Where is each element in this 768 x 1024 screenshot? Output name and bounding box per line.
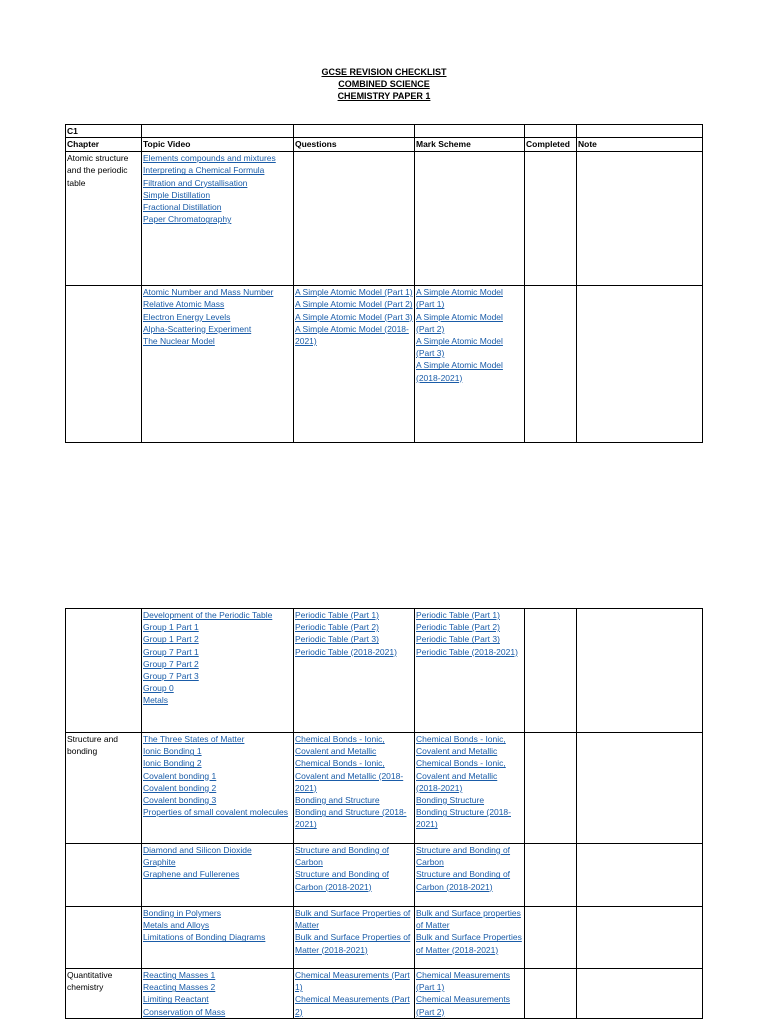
topic-video-cell [142, 286, 294, 443]
topic-video-cell [142, 152, 294, 286]
topic-video-link[interactable]: Reacting Masses 1 [143, 970, 216, 980]
questions-cell [294, 286, 415, 443]
mark-scheme-cell [415, 286, 525, 443]
topic-video-link[interactable]: The Three States of Matter [143, 734, 245, 744]
mark-scheme-cell [415, 969, 525, 1019]
table-row [66, 286, 703, 443]
note-cell[interactable] [577, 907, 703, 969]
topic-video-link[interactable]: Graphite [143, 857, 176, 868]
topic-video-cell [142, 907, 294, 969]
mark-scheme-link[interactable]: Periodic Table (Part 2) [416, 622, 500, 633]
mark-scheme-link[interactable]: Structure and Bonding of Carbon (2018-2021) [416, 869, 511, 892]
questions-link[interactable]: Periodic Table (Part 3) [295, 634, 379, 645]
chapter-name: Quantitative chemistry [67, 970, 113, 993]
chapter-cell [66, 286, 142, 443]
completed-cell[interactable] [525, 844, 577, 907]
questions-link[interactable]: Structure and Bonding of Carbon [295, 845, 390, 868]
topic-video-link[interactable]: Group 7 Part 1 [143, 646, 199, 657]
header-questions: Questions [294, 138, 415, 152]
topic-video-link[interactable]: Electron Energy Levels [143, 311, 231, 322]
mark-scheme-link[interactable]: Chemical Measurements (Part 2) [416, 994, 511, 1017]
checklist-table-1 [65, 124, 703, 443]
topic-video-link[interactable]: Ionic Bonding 1 [143, 746, 202, 757]
questions-link[interactable]: A Simple Atomic Model (Part 1) [295, 287, 413, 298]
questions-link[interactable]: Bonding and Structure [295, 795, 380, 806]
mark-scheme-link[interactable]: Periodic Table (Part 3) [416, 634, 500, 645]
table-row [66, 152, 703, 286]
topic-video-link[interactable]: Alpha-Scattering Experiment [143, 323, 252, 334]
note-cell[interactable] [577, 733, 703, 844]
mark-scheme-cell [415, 733, 525, 844]
questions-cell [294, 609, 415, 733]
mark-scheme-cell [415, 907, 525, 969]
topic-video-link[interactable]: Diamond and Silicon Dioxide [143, 845, 252, 855]
questions-link[interactable]: Bulk and Surface Properties of Matter [295, 908, 411, 931]
topic-video-link[interactable]: Filtration and Crystallisation [143, 177, 248, 188]
mark-scheme-link[interactable]: Chemical Bonds - Ionic, Covalent and Metallic (2018-2021) [416, 758, 506, 793]
topic-video-link[interactable]: Fractional Distillation [143, 202, 222, 213]
questions-link[interactable]: A Simple Atomic Model (Part 2) [295, 299, 413, 310]
note-cell[interactable] [577, 609, 703, 733]
questions-link[interactable]: Chemical Bonds - Ionic, Covalent and Metallic (2018-2021) [295, 758, 404, 793]
questions-cell [294, 733, 415, 844]
table-row [66, 733, 703, 844]
header-chapter: Chapter [66, 138, 142, 152]
topic-video-link[interactable]: Ionic Bonding 2 [143, 758, 202, 769]
mark-scheme-cell [415, 609, 525, 733]
chapter-cell [66, 609, 142, 733]
mark-scheme-link[interactable]: A Simple Atomic Model (Part 2) [416, 311, 503, 334]
note-cell[interactable] [577, 152, 703, 286]
topic-video-link[interactable]: The Nuclear Model [143, 336, 215, 347]
table-row [66, 609, 703, 733]
mark-scheme-link[interactable]: Periodic Table (Part 1) [416, 610, 500, 620]
questions-link[interactable]: Chemical Bonds - Ionic, Covalent and Metallic [295, 734, 385, 757]
heading-line-2: COMBINED SCIENCE [338, 79, 430, 89]
topic-video-link[interactable]: Group 7 Part 3 [143, 671, 199, 682]
mark-scheme-link[interactable]: Periodic Table (2018-2021) [416, 646, 518, 657]
note-cell[interactable] [577, 286, 703, 443]
topic-video-link[interactable]: Conservation of Mass [143, 1006, 226, 1017]
topic-video-link[interactable]: Properties of small covalent molecules [143, 807, 289, 818]
mark-scheme-link[interactable]: Chemical Measurements (Part 1) [416, 970, 511, 993]
topic-video-link[interactable]: Reacting Masses 2 [143, 982, 216, 993]
topic-video-link[interactable]: Limiting Reactant [143, 994, 209, 1005]
mark-scheme-link[interactable]: Chemical Bonds - Ionic, Covalent and Metallic [416, 734, 506, 757]
questions-cell [294, 152, 415, 286]
topic-video-link[interactable]: Group 1 Part 2 [143, 634, 199, 645]
chapter-cell [66, 969, 142, 1019]
mark-scheme-link[interactable]: Bulk and Surface properties of Matter [416, 908, 521, 931]
mark-scheme-link[interactable]: Bonding Structure [416, 795, 485, 806]
completed-cell[interactable] [525, 969, 577, 1019]
heading-line-3: CHEMISTRY PAPER 1 [337, 91, 431, 101]
topic-video-link[interactable]: Bonding in Polymers [143, 908, 221, 918]
topic-video-link[interactable]: Limitations of Bonding Diagrams [143, 932, 266, 943]
questions-cell [294, 969, 415, 1019]
completed-cell[interactable] [525, 286, 577, 443]
mark-scheme-link[interactable]: A Simple Atomic Model (Part 1) [416, 287, 503, 310]
header-completed: Completed [525, 138, 577, 152]
topic-video-link[interactable]: Covalent bonding 1 [143, 770, 217, 781]
checklist-table-2 [65, 608, 703, 1019]
chapter-cell [66, 152, 142, 286]
questions-link[interactable]: Periodic Table (Part 2) [295, 622, 379, 633]
questions-link[interactable]: A Simple Atomic Model (Part 3) [295, 311, 413, 322]
mark-scheme-link[interactable]: A Simple Atomic Model (2018-2021) [416, 360, 503, 383]
note-cell[interactable] [577, 969, 703, 1019]
document-heading [0, 66, 768, 102]
questions-link[interactable]: Periodic Table (Part 1) [295, 610, 379, 620]
questions-link[interactable]: Chemical Measurements (Part 2) [295, 994, 410, 1017]
table-row [66, 969, 703, 1019]
topic-video-link[interactable]: Metals [143, 695, 169, 706]
completed-cell[interactable] [525, 733, 577, 844]
questions-cell [294, 844, 415, 907]
table-row [66, 907, 703, 969]
topic-video-link[interactable]: Relative Atomic Mass [143, 299, 225, 310]
questions-link[interactable]: Bonding and Structure (2018-2021) [295, 807, 407, 830]
topic-video-link[interactable]: Atomic Number and Mass Number [143, 287, 274, 298]
questions-link[interactable]: Bulk and Surface Properties of Matter (2018-2021) [295, 932, 411, 955]
topic-video-cell [142, 844, 294, 907]
chapter-cell [66, 844, 142, 907]
topic-video-link[interactable]: Graphene and Fullerenes [143, 869, 240, 880]
topic-video-link[interactable]: Elements compounds and mixtures [143, 153, 276, 164]
topic-video-link[interactable]: Interpreting a Chemical Formula [143, 165, 265, 176]
mark-scheme-cell [415, 844, 525, 907]
mark-scheme-cell [415, 152, 525, 286]
topic-video-cell [142, 733, 294, 844]
questions-link[interactable]: A Simple Atomic Model (2018-2021) [295, 323, 409, 347]
note-cell[interactable] [577, 844, 703, 907]
header-note: Note [577, 138, 703, 152]
completed-cell[interactable] [525, 152, 577, 286]
mark-scheme-link[interactable]: A Simple Atomic Model (Part 3) [416, 336, 503, 359]
topic-video-link[interactable]: Development of the Periodic Table [143, 610, 273, 620]
topic-video-link[interactable]: Covalent bonding 2 [143, 782, 217, 793]
questions-link[interactable]: Periodic Table (2018-2021) [295, 646, 397, 657]
chapter-name: Atomic structure and the periodic table [67, 153, 129, 188]
topic-video-link[interactable]: Simple Distillation [143, 189, 211, 200]
completed-cell[interactable] [525, 907, 577, 969]
mark-scheme-link[interactable]: Bulk and Surface Properties of Matter (2018-2021) [416, 932, 522, 955]
questions-link[interactable]: Structure and Bonding of Carbon (2018-2021) [295, 869, 390, 892]
table-row [66, 844, 703, 907]
mark-scheme-link[interactable]: Structure and Bonding of Carbon [416, 845, 511, 868]
section-label: C1 [66, 125, 142, 138]
questions-cell [294, 907, 415, 969]
topic-video-link[interactable]: Covalent bonding 3 [143, 795, 217, 806]
topic-video-cell [142, 609, 294, 733]
topic-video-link[interactable]: Group 1 Part 1 [143, 622, 199, 633]
chapter-name: Structure and bonding [67, 734, 119, 757]
header-topic-video: Topic Video [142, 138, 294, 152]
questions-link[interactable]: Chemical Measurements (Part 1) [295, 970, 410, 993]
section-row [66, 125, 703, 138]
topic-video-link[interactable]: Metals and Alloys [143, 920, 210, 931]
mark-scheme-link[interactable]: Bonding Structure (2018-2021) [416, 807, 511, 830]
topic-video-link[interactable]: Group 0 [143, 683, 174, 694]
heading-line-1: GCSE REVISION CHECKLIST [321, 67, 447, 77]
topic-video-link[interactable]: Paper Chromatography [143, 214, 232, 225]
topic-video-link[interactable]: Group 7 Part 2 [143, 658, 199, 669]
chapter-cell [66, 733, 142, 844]
completed-cell[interactable] [525, 609, 577, 733]
header-mark-scheme: Mark Scheme [415, 138, 525, 152]
header-row [66, 138, 703, 152]
chapter-cell [66, 907, 142, 969]
topic-video-cell [142, 969, 294, 1019]
